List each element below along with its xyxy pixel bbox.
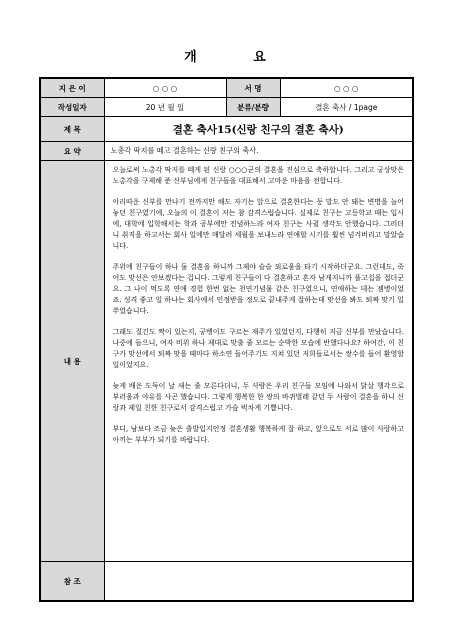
notes-row bbox=[40, 562, 413, 602]
author-row bbox=[40, 78, 413, 98]
content-row bbox=[40, 161, 413, 562]
date-row bbox=[40, 98, 413, 117]
category-label: 분류/분량 bbox=[226, 98, 280, 117]
date-label: 작성일자 bbox=[40, 98, 104, 117]
content-paragraph: 주위에 친구들이 하나 둘 결혼을 하니까 그제야 슬슬 외로움을 타기 시작하더군요. 그런데도, 죽어도 맞선은 안보겠다는 겁니다. 그렇게 친구들이 다 결혼하고 혼자 남게지니까 풀고집을 접더군요. 그 나이 먹도록 연애 경험 한번 없는 천연기념물 같은 친구였으니, 연애하는 데는 젬병이었죠. 성격 좋고 일 하나는 회사에서 인정받을 정도로 끝내주게 잘하는데 맞선을 봐도 퇴짜 맞기 일쑤였습니다. bbox=[112, 263, 404, 315]
signature-label: 서 명 bbox=[226, 78, 280, 98]
document-form-table bbox=[39, 77, 414, 602]
page-title: 개 요 bbox=[184, 50, 292, 65]
title-label: 제 목 bbox=[40, 117, 104, 142]
content-paragraph: 부디, 남보다 조금 늦은 출발입지언정 결혼생활 행복하게 잘 하고, 앞으로도 서로 많이 사랑하고 아끼는 부부가 되기를 바랍니다. bbox=[112, 425, 404, 444]
notes-label: 참 조 bbox=[40, 562, 104, 602]
content-paragraph: 늦게 배운 도둑이 날 새는 줄 모른다더니, 두 사람은 우리 친구들 모임에 나와서 닭살 행각으로 부러움과 야유를 사곤 했습니다. 그렇게 행복한 한 쌍의 바퀴벌레 같던 두 사람이 결혼을 하니 신랑과 제일 친한 친구로서 감격스럽고 가슴 벅차게 기쁩니다. bbox=[112, 382, 404, 412]
date-value: 20 년 월 일 bbox=[104, 98, 226, 117]
content-paragraph: 아리따운 신부를 만나기 전까지만 해도 자기는 앞으로 결혼한다는 둥 말도 안 돼는 변명을 늘어놓던 친구였기에, 오늘의 이 결혼이 저는 참 감격스럽습니다. 실제로 친구는 고등학교 때는 입시에, 대학에 입학해서는 학과 공부에만 전념하느라 여자 친구는 사귈 생각도 안했습니다. 그러더니 취직을 하고서는 회사 일에만 매달려 세월을 보내느라 연애할 시기를 훨씬 넘겨버리고 말았습니다. bbox=[112, 198, 404, 250]
summary-label: 요 약 bbox=[40, 142, 104, 161]
document-title: 결혼 축사15(신랑 친구의 결혼 축사) bbox=[104, 117, 413, 142]
content-paragraph: 오늘로써 노총각 딱지를 떼게 된 신랑 ○○○군의 결혼을 진심으로 축하합니다. 그리고 궁상맞은 노총각을 구제해 준 신부님에게 친구들을 대표해서 고마운 마음을 전합니다. bbox=[112, 166, 404, 185]
author-value: ○ ○ ○ bbox=[104, 78, 226, 98]
author-label-text: 지 은 이 bbox=[58, 83, 86, 93]
notes-value bbox=[104, 562, 413, 602]
content-body bbox=[104, 161, 413, 562]
title-row bbox=[40, 117, 413, 142]
author-label bbox=[40, 78, 104, 98]
signature-value: ○ ○ ○ bbox=[280, 78, 413, 98]
summary-row bbox=[40, 142, 413, 161]
category-value: 결혼 축사 / 1page bbox=[280, 98, 413, 117]
content-label: 내 용 bbox=[40, 161, 104, 562]
summary-text: 노총각 딱지를 떼고 결혼하는 신랑 친구의 축사. bbox=[104, 142, 413, 161]
content-paragraph: 그래도 질긴도 짝이 있는지, 궁뱅이도 구르는 재주가 있었던지, 다행히 지금 신부를 만났습니다. 나중에 들으니, 여자 비위 하나 제대로 맞출 줄 모르는 순박한 모습에 반했다나요? 하여간, 이 친구가 맞선에서 퇴짜 맞을 때마다 하소연 들어주기도 지쳐 있던 저희들로서는 쌍수를 들어 환영할 일이었지요. bbox=[112, 328, 404, 369]
